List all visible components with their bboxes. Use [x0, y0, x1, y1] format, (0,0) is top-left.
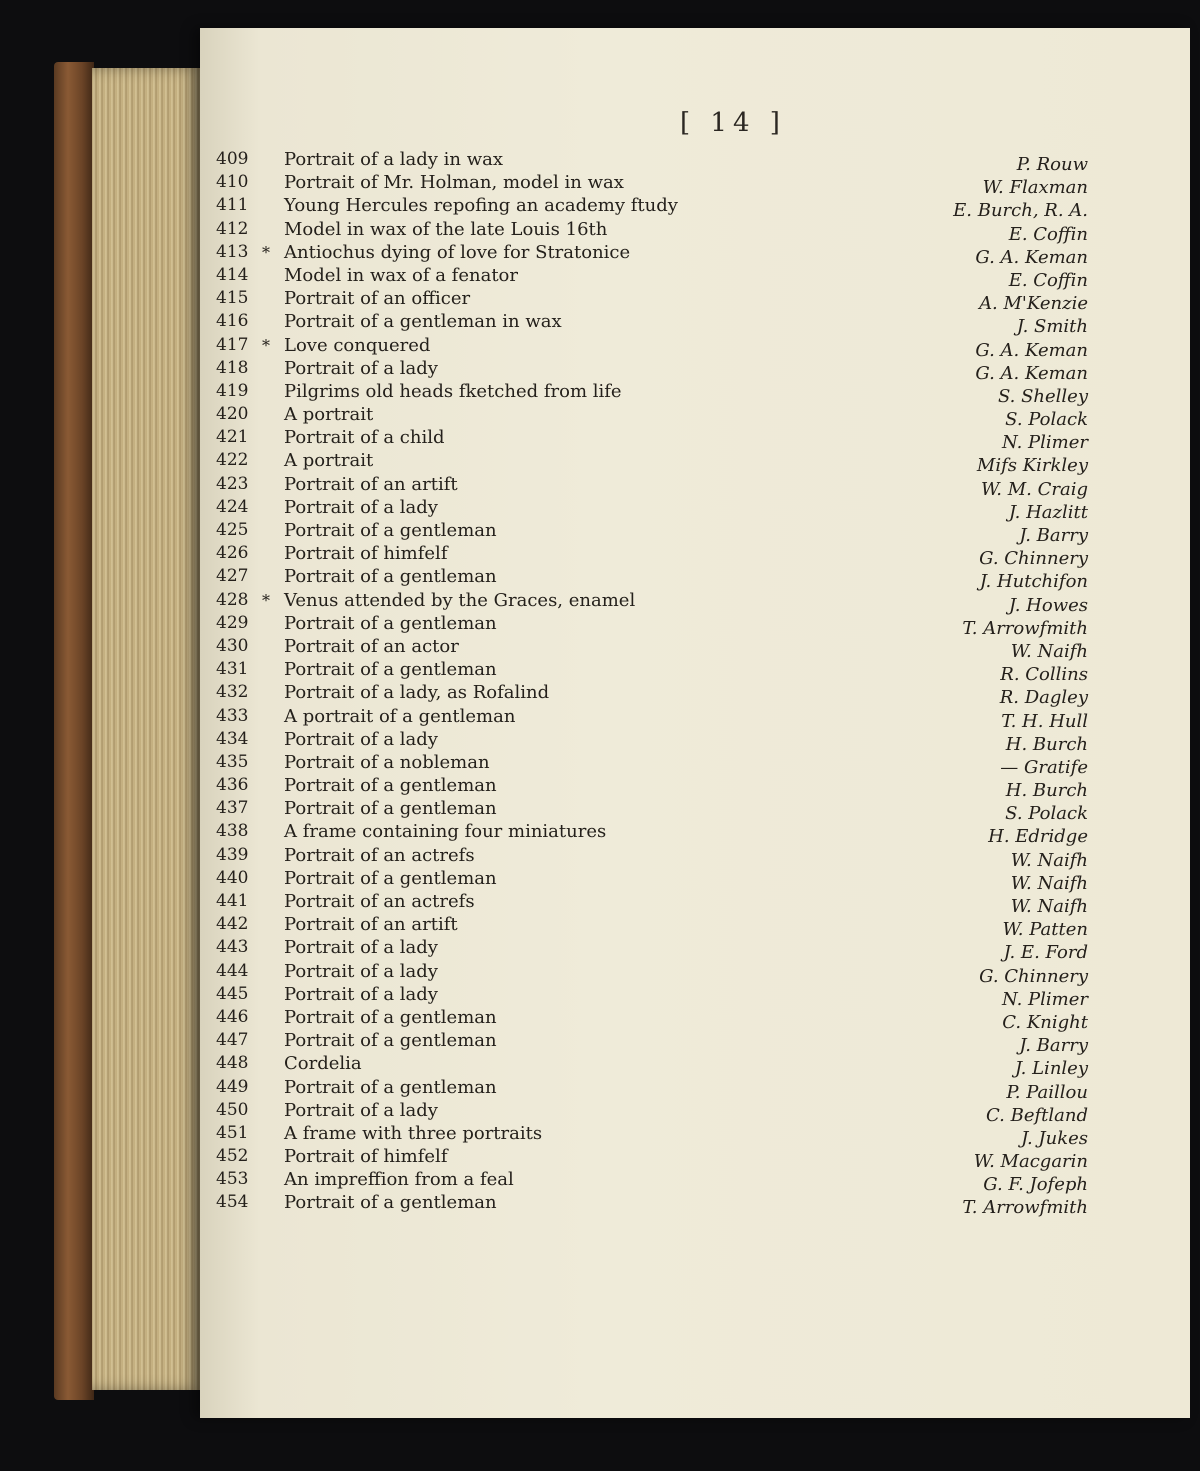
- catalogue-entry: [216, 681, 1096, 709]
- entry-number: 418: [216, 357, 249, 378]
- entry-number: 433: [216, 705, 249, 726]
- catalogue-entry: [216, 1145, 1096, 1173]
- catalogue-entry: [216, 148, 1096, 175]
- catalogue-entry: [216, 334, 1096, 361]
- catalogue-entry: [216, 589, 1096, 616]
- catalogue-entry: [216, 357, 1096, 384]
- catalogue-entry: [216, 496, 1096, 523]
- entry-title: Portrait of a gentleman: [284, 798, 497, 820]
- entry-artist: G. A. Keman: [975, 246, 1088, 268]
- catalogue-entry: [216, 728, 1096, 755]
- catalogue-entry: [216, 774, 1096, 802]
- entry-title: Portrait of a lady: [284, 728, 438, 750]
- entry-number: 428: [216, 589, 249, 610]
- entry-artist: W. Macgarin: [973, 1151, 1088, 1173]
- entry-artist: J. Hutchifon: [979, 571, 1088, 593]
- entry-number: 447: [216, 1030, 249, 1051]
- entry-artist: E. Burch, R. A.: [953, 200, 1088, 222]
- entry-number: 454: [216, 1192, 249, 1213]
- entry-title: Model in wax of a fenator: [284, 264, 518, 286]
- page-stack-edge: [92, 68, 202, 1390]
- entry-number: 423: [216, 473, 249, 494]
- catalogue-entry: [216, 751, 1096, 778]
- entry-title: Cordelia: [284, 1053, 362, 1075]
- entry-number: 443: [216, 937, 249, 958]
- entry-title: Antiochus dying of love for Stratonice: [284, 241, 631, 263]
- catalogue-entry: [216, 658, 1096, 686]
- entry-number: 439: [216, 844, 249, 865]
- entry-number: 419: [216, 380, 249, 401]
- entry-artist: W. Naifh: [1010, 872, 1088, 894]
- catalogue-entry: [216, 820, 1096, 848]
- entry-artist: T. Arrowfmith: [962, 617, 1088, 639]
- entry-artist: W. Naifh: [1010, 896, 1088, 917]
- entry-number: 429: [216, 612, 249, 633]
- catalogue-entry: [216, 705, 1096, 732]
- entry-number: 420: [216, 404, 249, 425]
- entry-number: 453: [216, 1169, 249, 1190]
- entry-number: 434: [216, 728, 249, 749]
- entry-artist: W. Flaxman: [982, 177, 1088, 199]
- entry-number: 422: [216, 450, 249, 471]
- catalogue-entry: [216, 612, 1096, 639]
- entry-number: 426: [216, 543, 249, 564]
- entry-number: 440: [216, 867, 249, 888]
- entry-number: 416: [216, 311, 249, 332]
- entry-mark: *: [262, 590, 270, 610]
- entry-mark: *: [262, 335, 270, 355]
- entry-title: Love conquered: [284, 334, 431, 356]
- entry-artist: H. Burch: [1005, 780, 1088, 802]
- entry-artist: — Gratife: [1000, 756, 1088, 778]
- entry-title: Pilgrims old heads fketched from life: [284, 380, 622, 402]
- catalogue-entry: [216, 635, 1096, 662]
- entry-number: 415: [216, 288, 249, 309]
- entry-artist: G. A. Keman: [975, 339, 1088, 361]
- entry-title: Portrait of a gentleman: [284, 566, 497, 588]
- entry-artist: A. M'Kenzie: [979, 293, 1088, 315]
- entry-number: 441: [216, 891, 249, 911]
- entry-title: Portrait of an actor: [284, 635, 459, 657]
- catalogue-entry: [216, 797, 1096, 825]
- entry-number: 425: [216, 520, 249, 540]
- entry-number: 421: [216, 427, 249, 448]
- entry-number: 438: [216, 821, 249, 842]
- entry-number: 435: [216, 751, 249, 772]
- catalogue-entry: [216, 218, 1096, 245]
- entry-artist: C. Knight: [1002, 1011, 1088, 1033]
- entry-artist: G. Chinnery: [979, 965, 1088, 987]
- entry-artist: G. Chinnery: [979, 548, 1088, 570]
- catalogue-entry: [216, 264, 1096, 291]
- catalogue-entry: [216, 310, 1096, 338]
- entry-title: Portrait of an officer: [284, 288, 471, 310]
- catalogue-entry: [216, 565, 1096, 593]
- entry-number: 451: [216, 1122, 249, 1143]
- entry-title: Portrait of Mr. Holman, model in wax: [284, 172, 624, 194]
- entry-number: 409: [216, 149, 249, 169]
- catalogue-entry: [216, 473, 1096, 500]
- entry-number: 436: [216, 775, 249, 796]
- entry-artist: H. Edridge: [988, 826, 1088, 848]
- catalogue-entry: [216, 1191, 1096, 1219]
- entry-artist: Mifs Kirkley: [976, 455, 1088, 477]
- entry-title: Portrait of a gentleman: [284, 612, 497, 634]
- entry-artist: E. Coffin: [1008, 269, 1088, 291]
- catalogue-entry: [216, 519, 1096, 546]
- entry-number: 442: [216, 914, 249, 935]
- catalogue-entry: [216, 449, 1096, 477]
- entry-artist: J. Barry: [1019, 1035, 1088, 1057]
- entry-title: Portrait of a lady: [284, 937, 438, 959]
- entry-number: 437: [216, 798, 249, 819]
- catalogue-entry: [216, 890, 1096, 917]
- catalogue-entry: [216, 380, 1096, 407]
- entry-artist: J. Howes: [1008, 594, 1088, 616]
- entry-artist: T. Arrowfmith: [962, 1197, 1088, 1219]
- entry-artist: W. Patten: [1002, 919, 1088, 941]
- entry-title: Portrait of a gentleman: [284, 1192, 497, 1214]
- entry-artist: R. Collins: [1000, 664, 1088, 686]
- entry-artist: J. E. Ford: [1003, 942, 1088, 964]
- entry-title: Portrait of a lady in wax: [284, 149, 504, 170]
- entry-artist: C. Beftland: [986, 1104, 1088, 1126]
- entry-number: 424: [216, 496, 249, 517]
- entry-artist: R. Dagley: [999, 687, 1088, 709]
- entry-title: Model in wax of the late Louis 16th: [284, 218, 608, 240]
- entry-artist: J. Linley: [1014, 1058, 1088, 1080]
- catalogue-entry: [216, 171, 1096, 199]
- entry-title: A portrait: [284, 404, 374, 426]
- entry-number: 417: [216, 334, 249, 355]
- entry-number: 449: [216, 1076, 249, 1097]
- entry-artist: G. A. Keman: [975, 362, 1088, 384]
- entry-artist: J. Hazlitt: [1008, 501, 1088, 523]
- entry-artist: W. M. Craig: [980, 478, 1088, 500]
- catalogue-entry: [216, 1122, 1096, 1149]
- entry-title: Portrait of a lady: [284, 983, 438, 1005]
- catalogue-entry: [216, 1029, 1096, 1057]
- entry-artist: E. Coffin: [1008, 223, 1088, 245]
- entry-number: 410: [216, 172, 249, 193]
- catalogue-entry: [216, 844, 1096, 871]
- catalogue-entry: [216, 867, 1096, 894]
- entry-number: 432: [216, 682, 249, 703]
- entry-mark: *: [262, 242, 270, 262]
- entry-title: Portrait of himfelf: [284, 1146, 448, 1168]
- entry-number: 427: [216, 566, 249, 587]
- entry-artist: P. Rouw: [1016, 154, 1088, 175]
- entry-number: 411: [216, 195, 249, 216]
- entry-number: 444: [216, 960, 249, 981]
- entry-title: Portrait of an actrefs: [284, 844, 475, 866]
- entry-title: Portrait of a child: [284, 427, 445, 449]
- catalogue-entry: [216, 287, 1096, 315]
- entry-title: Portrait of a gentleman: [284, 867, 497, 889]
- entry-number: 448: [216, 1053, 249, 1074]
- entry-number: 412: [216, 218, 249, 239]
- entry-title: A frame with three portraits: [284, 1122, 543, 1144]
- entry-artist: N. Plimer: [1002, 988, 1088, 1010]
- entry-artist: W. Naifh: [1010, 640, 1088, 662]
- catalogue-entry: [216, 913, 1096, 941]
- catalogue-entry: [216, 960, 1096, 987]
- entry-artist: W. Naifh: [1010, 849, 1088, 871]
- entry-title: Portrait of a gentleman: [284, 520, 497, 541]
- entry-artist: P. Paillou: [1006, 1081, 1088, 1103]
- entry-title: Portrait of himfelf: [284, 543, 448, 565]
- entry-number: 452: [216, 1146, 249, 1167]
- entry-title: Portrait of a gentleman: [284, 1076, 497, 1098]
- entry-number: 450: [216, 1099, 249, 1120]
- catalogue-entry: [216, 1099, 1096, 1126]
- entry-artist: J. Smith: [1016, 316, 1088, 338]
- catalogue-entry: [216, 194, 1096, 222]
- entry-artist: J. Barry: [1019, 525, 1088, 546]
- entry-title: Young Hercules repofing an academy ftudy: [284, 195, 678, 217]
- entry-title: Portrait of an artift: [284, 473, 458, 495]
- entry-number: 413: [216, 241, 249, 262]
- entry-artist: J. Jukes: [1021, 1127, 1088, 1149]
- catalogue-entry: [216, 1052, 1096, 1080]
- entry-artist: S. Polack: [1005, 409, 1088, 431]
- catalogue-entry: [216, 936, 1096, 964]
- catalogue-entry: [216, 403, 1096, 431]
- entry-title: Portrait of a lady, as Rofalind: [284, 682, 550, 704]
- catalogue-entry: [216, 241, 1096, 268]
- entry-title: Portrait of a lady: [284, 960, 438, 982]
- catalogue-entry: [216, 983, 1096, 1010]
- entry-number: 431: [216, 659, 249, 680]
- entry-artist: S. Polack: [1005, 803, 1088, 825]
- entry-title: Portrait of a gentleman: [284, 1030, 497, 1052]
- entry-artist: G. F. Jofeph: [983, 1174, 1088, 1196]
- entry-title: Venus attended by the Graces, enamel: [284, 589, 636, 611]
- entry-number: 446: [216, 1006, 249, 1027]
- entry-title: Portrait of a gentleman: [284, 659, 497, 681]
- catalogue-entry: [216, 1006, 1096, 1033]
- entry-title: Portrait of a gentleman: [284, 1006, 497, 1028]
- entry-title: Portrait of a gentleman in wax: [284, 311, 562, 333]
- entry-number: 430: [216, 635, 249, 656]
- entry-artist: T. H. Hull: [1001, 710, 1088, 732]
- catalogue-entry: [216, 542, 1096, 570]
- entry-artist: S. Shelley: [997, 385, 1088, 407]
- entry-title: A portrait of a gentleman: [284, 705, 516, 727]
- entry-title: Portrait of an actrefs: [284, 891, 475, 912]
- catalogue-entry: [216, 1076, 1096, 1103]
- entry-number: 445: [216, 983, 249, 1004]
- catalogue-entry: [216, 426, 1096, 454]
- entry-title: Portrait of a lady: [284, 357, 438, 379]
- entry-title: Portrait of a gentleman: [284, 775, 497, 797]
- entry-title: A portrait: [284, 450, 374, 472]
- entry-title: Portrait of a nobleman: [284, 751, 490, 773]
- catalogue-list: [216, 148, 1096, 1219]
- page-number: [ 14 ]: [680, 108, 786, 138]
- entry-artist: H. Burch: [1005, 733, 1088, 755]
- entry-artist: N. Plimer: [1002, 432, 1088, 454]
- entry-title: Portrait of a lady: [284, 496, 438, 518]
- book-cover-edge: [54, 62, 94, 1400]
- entry-title: Portrait of a lady: [284, 1099, 438, 1121]
- entry-number: 414: [216, 264, 249, 285]
- entry-title: An impreffion from a feal: [284, 1169, 514, 1191]
- catalogue-entry: [216, 1168, 1096, 1196]
- entry-title: A frame containing four miniatures: [284, 821, 607, 843]
- entry-title: Portrait of an artift: [284, 914, 458, 936]
